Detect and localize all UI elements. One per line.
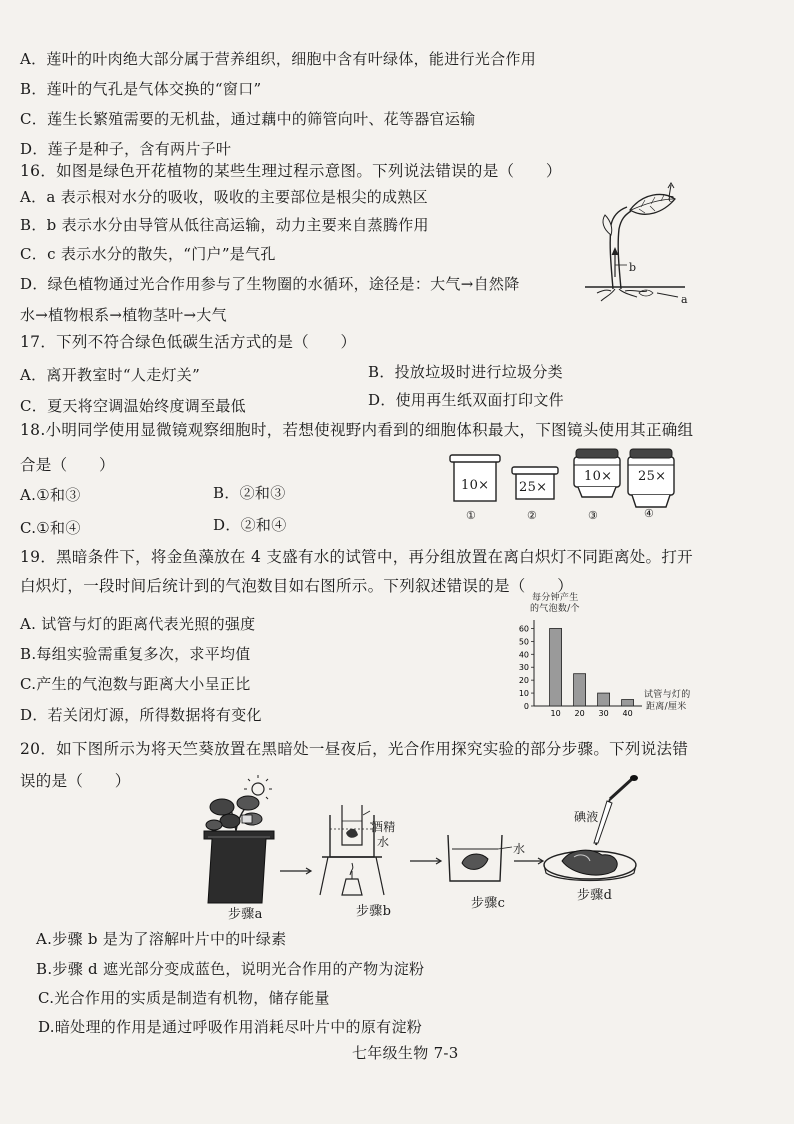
q19-stem-line2: 白炽灯，一段时间后统计到的气泡数目如右图所示。下列叙述错误的是（ ） xyxy=(20,577,574,595)
q18-option-a: A.①和③ xyxy=(20,486,81,504)
chart-x-tick-label: 20 xyxy=(574,709,585,718)
q19-option-c: C.产生的气泡数与距离大小呈正比 xyxy=(20,675,251,693)
q16-option-c: C．c 表示水分的散失，“门户”是气孔 xyxy=(20,245,276,263)
q16-option-a: A．a 表示根对水分的吸收，吸收的主要部位是根尖的成熟区 xyxy=(20,188,428,206)
q16-label-a: a xyxy=(681,293,688,306)
q15-option-a: A．莲叶的叶肉绝大部分属于营养组织，细胞中含有叶绿体，能进行光合作用 xyxy=(20,50,537,68)
chart-y-tick-label: 50 xyxy=(518,637,529,647)
q17-stem: 17．下列不符合绿色低碳生活方式的是（ ） xyxy=(20,333,357,351)
arrow-b-to-c xyxy=(410,858,441,864)
q20-option-c: C.光合作用的实质是制造有机物，储存能量 xyxy=(38,989,330,1007)
step-d-figure xyxy=(544,775,638,881)
lens-1-number: ① xyxy=(466,509,477,522)
chart-bar-40 xyxy=(622,700,634,706)
chart-y-tick-label: 40 xyxy=(518,650,529,660)
arrow-a-to-b xyxy=(280,868,311,874)
q15-option-b: B．莲叶的气孔是气体交换的“窗口” xyxy=(20,80,262,98)
chart-xlabel-line2: 距离/厘米 xyxy=(646,702,687,712)
q16-label-c: c xyxy=(668,192,675,205)
q16-label-b: b xyxy=(629,261,637,274)
q16-plant-figure xyxy=(575,185,695,310)
q18-stem: 18.小明同学使用显微镜观察细胞时，若想使视野内看到的细胞体积最大，下图镜头使用其正确组 xyxy=(20,421,694,439)
q20-option-d: D.暗处理的作用是通过呼吸作用消耗尽叶片中的原有淀粉 xyxy=(38,1018,423,1036)
q16-option-b: B．b 表示水分由导管从低往高运输，动力主要来自蒸腾作用 xyxy=(20,216,429,234)
page-footer: 七年级生物 7-3 xyxy=(352,1044,459,1062)
q15-option-c: C．莲生长繁殖需要的无机盐，通过藕中的筛管向叶、花等器官运输 xyxy=(20,110,476,128)
q16-option-d: D．绿色植物通过光合作用参与了生物圈的水循环，途径是：大气→自然降 xyxy=(20,275,520,293)
lens-3-number: ③ xyxy=(588,509,599,522)
lens-4-number: ④ xyxy=(644,507,655,520)
chart-x-tick-label: 30 xyxy=(598,709,609,718)
q18-stem-line2: 合是（ ） xyxy=(20,456,115,474)
lens-3-mag: 10× xyxy=(584,469,613,484)
q20-option-b: B.步骤 d 遮光部分变成蓝色，说明光合作用的产物为淀粉 xyxy=(36,960,425,978)
q20-stem-line2: 误的是（ ） xyxy=(20,772,131,790)
step-d-label-iodine: 碘液 xyxy=(574,810,599,824)
q19-stem: 19．黑暗条件下，将金鱼藻放在 4 支盛有水的试管中，再分组放置在离白炽灯不同距离处。打开 xyxy=(20,548,693,566)
chart-bar-20 xyxy=(574,674,586,706)
q20-stem: 20．如下图所示为将天竺葵放置在黑暗处一昼夜后，光合作用探究实验的部分步骤。下列说法错 xyxy=(20,740,689,758)
q18-option-b: B．②和③ xyxy=(213,484,286,502)
q18-option-d: D．②和④ xyxy=(213,516,287,534)
chart-bar-10 xyxy=(550,628,562,706)
step-a-caption: 步骤a xyxy=(228,907,263,922)
step-b-label-alcohol: 酒精 xyxy=(371,820,396,834)
chart-y-tick-label: 30 xyxy=(518,663,529,673)
q19-option-d: D．若关闭灯源，所得数据将有变化 xyxy=(20,706,262,724)
q17-option-d: D．使用再生纸双面打印文件 xyxy=(368,391,564,409)
lens-1-mag: 10× xyxy=(461,478,490,493)
chart-ylabel-line2: 的气泡数/个 xyxy=(530,604,580,614)
q16-stem: 16．如图是绿色开花植物的某些生理过程示意图。下列说法错误的是（ ） xyxy=(20,162,562,180)
chart-bar-30 xyxy=(598,693,610,706)
chart-ylabel-line1: 每分钟产生 xyxy=(532,593,579,603)
step-a-figure xyxy=(204,775,274,903)
q18-option-c: C.①和④ xyxy=(20,519,81,537)
lens-2-mag: 25× xyxy=(519,480,548,495)
chart-x-tick-label: 10 xyxy=(550,709,561,718)
chart-y-tick-label: 10 xyxy=(518,689,529,699)
chart-xlabel-line1: 试管与灯的 xyxy=(644,690,691,700)
step-c-label-water: 水 xyxy=(513,842,526,856)
q17-option-c: C．夏天将空调温始终度调至最低 xyxy=(20,397,246,415)
step-b-label-water: 水 xyxy=(377,835,390,849)
q17-option-b: B．投放垃圾时进行垃圾分类 xyxy=(368,363,563,381)
step-b-caption: 步骤b xyxy=(356,904,392,919)
chart-y-tick-label: 60 xyxy=(518,624,529,634)
chart-x-tick-label: 40 xyxy=(622,709,633,718)
q16-option-d-continuation: 水→植物根系→植物茎叶→大气 xyxy=(20,306,227,324)
chart-y-tick-label: 20 xyxy=(518,676,529,686)
step-d-caption: 步骤d xyxy=(577,888,613,903)
q17-option-a: A．离开教室时“人走灯关” xyxy=(20,366,201,384)
step-c-caption: 步骤c xyxy=(471,896,506,911)
arrow-c-to-d xyxy=(514,858,543,864)
chart-y-tick-label: 0 xyxy=(523,702,529,711)
q19-option-a: A. 试管与灯的距离代表光照的强度 xyxy=(20,615,256,633)
q15-option-d: D．莲子是种子，含有两片子叶 xyxy=(20,140,232,158)
bubble-bar-chart xyxy=(510,618,650,718)
q19-option-b: B.每组实验需重复多次，求平均值 xyxy=(20,645,251,663)
q20-option-a: A.步骤 b 是为了溶解叶片中的叶绿素 xyxy=(36,930,287,948)
lens-2-number: ② xyxy=(527,509,538,522)
step-c-figure xyxy=(448,835,512,881)
lens-4-mag: 25× xyxy=(638,469,667,484)
